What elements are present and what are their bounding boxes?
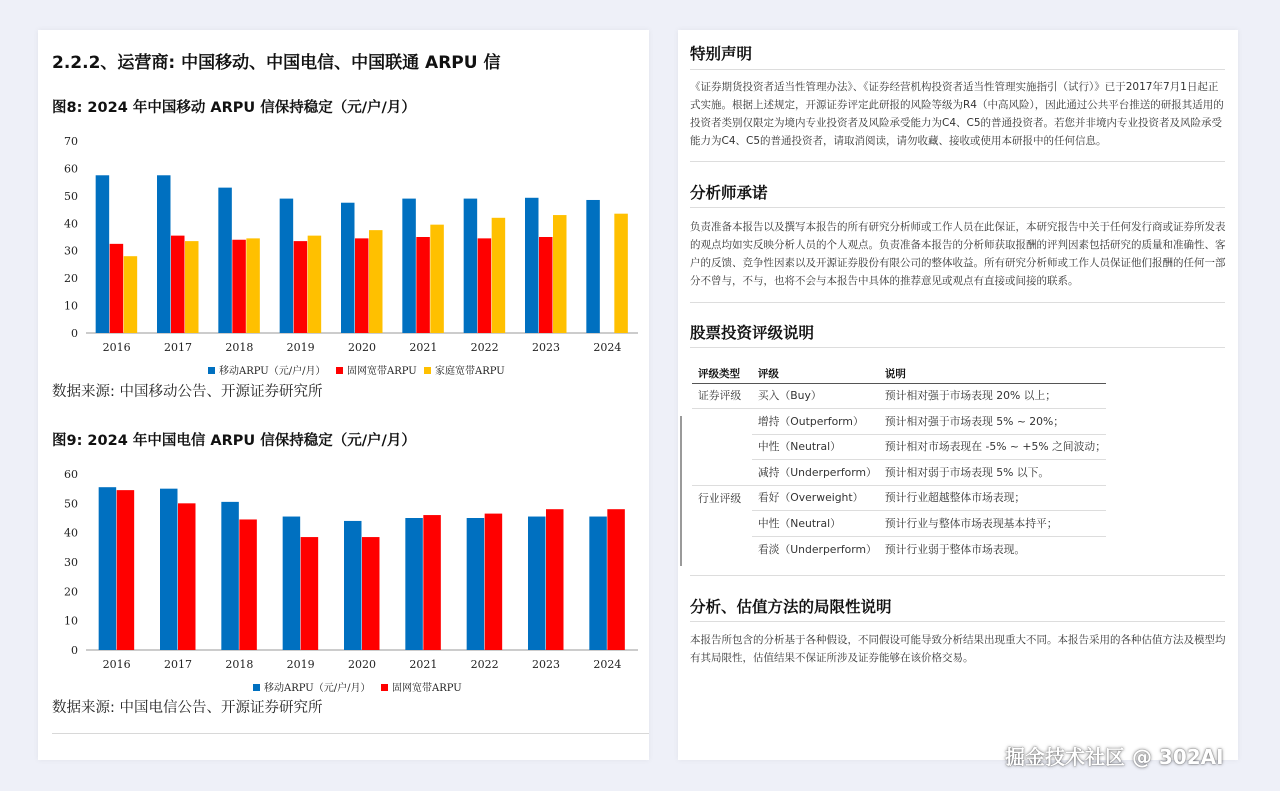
bar xyxy=(525,198,539,333)
table-header-row xyxy=(692,364,1106,383)
analyst-commitment-title: 分析师承诺 xyxy=(690,184,768,202)
table-row xyxy=(692,460,1106,486)
x-tick-label: 2023 xyxy=(532,658,560,671)
x-tick-label: 2024 xyxy=(593,341,622,354)
rating-cell: 买入（Buy） xyxy=(752,383,879,409)
y-tick-label: 60 xyxy=(64,468,78,481)
bar xyxy=(283,517,301,650)
bar xyxy=(355,238,369,333)
divider xyxy=(690,302,1225,303)
bar xyxy=(539,237,553,333)
bar xyxy=(96,175,110,333)
bar xyxy=(117,490,134,650)
description-cell: 预计相对市场表现在 -5% ~ +5% 之间波动； xyxy=(879,434,1106,460)
bar xyxy=(171,236,185,333)
x-tick-label: 2018 xyxy=(225,658,254,671)
bar xyxy=(528,517,546,650)
rating-type-cell: 证券评级 xyxy=(692,383,752,409)
bar xyxy=(467,518,485,650)
bar xyxy=(546,509,564,650)
table-header-cell: 评级类型 xyxy=(692,364,752,383)
x-tick-label: 2024 xyxy=(593,658,622,671)
description-cell: 预计行业与整体市场表现基本持平； xyxy=(879,511,1106,537)
x-tick-label: 2021 xyxy=(409,658,438,671)
divider xyxy=(690,621,1225,622)
rating-cell: 中性（Neutral） xyxy=(752,434,879,460)
special-statement-text: 《证券期货投资者适当性管理办法》、《证券经营机构投资者适当性管理实施指引（试行）》已于2017年7月1日起正式实施。根据上述规定，开源证券评定此研报的风险等级为R4（中高风险），因此通过公共平台推送的研报其适用的投资者类别仅限定为境内专业投资者及风险承受能力为C4、C5的普通投资者。若您并非境内专业投资者及风险承受能力为C4、C5的普通投资者，请取消阅读，请勿收藏、接收或使用本研报中的任何信息。 xyxy=(690,81,1224,147)
x-tick-label: 2023 xyxy=(532,341,560,354)
figure-8-title: 图8: 2024 年中国移动 ARPU 信保持稳定（元/户/月） xyxy=(52,100,416,116)
rating-cell: 看淡（Underperform） xyxy=(757,542,877,556)
rating-table xyxy=(692,364,1106,562)
bar xyxy=(553,215,567,333)
legend-label: 固网宽带ARPU xyxy=(392,683,462,694)
description-cell: 预计行业弱于整体市场表现。 xyxy=(884,542,1026,556)
bar xyxy=(369,230,383,333)
rating-cell: 增持（Outperform） xyxy=(752,409,879,435)
scrollbar-thumb[interactable] xyxy=(680,416,682,566)
bar xyxy=(308,236,322,333)
x-tick-label: 2018 xyxy=(225,341,254,354)
bar xyxy=(614,214,628,333)
description-cell: 预计相对强于市场表现 5% ~ 20%； xyxy=(879,409,1106,435)
y-tick-label: 10 xyxy=(64,614,78,628)
table-header-cell: 说明 xyxy=(879,364,1106,383)
china-telecom-arpu-chart xyxy=(38,460,649,705)
bar xyxy=(232,240,246,333)
y-tick-label: 50 xyxy=(64,497,78,511)
y-tick-label: 30 xyxy=(64,556,78,569)
limitations-text: 本报告所包含的分析基于各种假设，不同假设可能导致分析结果出现重大不同。本报告采用的各种估值方法及模型均有其局限性，估值结果不保证所涉及证券能够在该价格交易。 xyxy=(690,634,1226,664)
x-tick-label: 2016 xyxy=(102,658,131,671)
bar xyxy=(416,237,430,333)
legend-swatch xyxy=(336,367,343,374)
limitations-title: 分析、估值方法的局限性说明 xyxy=(690,598,892,616)
figure-8-source: 数据来源: 中国移动公告、开源证券研究所 xyxy=(52,384,323,400)
x-tick-label: 2019 xyxy=(286,341,315,354)
bar xyxy=(478,238,492,333)
x-tick-label: 2020 xyxy=(348,658,376,671)
bar xyxy=(492,218,506,333)
report-page-right xyxy=(678,30,1238,760)
figure-9-source: 数据来源: 中国电信公告、开源证券研究所 xyxy=(52,700,323,716)
bar xyxy=(362,537,380,650)
rating-cell: 减持（Underperform） xyxy=(752,460,879,486)
table-row xyxy=(692,434,1106,460)
legend-label: 移动ARPU（元/户/月） xyxy=(219,366,326,377)
bar xyxy=(218,188,232,333)
x-tick-label: 2020 xyxy=(348,341,376,354)
description-cell: 预计相对强于市场表现 20% 以上； xyxy=(879,383,1106,409)
legend-swatch xyxy=(253,684,260,691)
x-tick-label: 2016 xyxy=(102,341,131,354)
x-tick-label: 2022 xyxy=(470,658,499,671)
y-tick-label: 20 xyxy=(64,272,78,286)
divider xyxy=(690,69,1225,70)
page-bottom-divider xyxy=(52,733,649,734)
bar xyxy=(589,517,607,650)
bar xyxy=(402,199,416,333)
y-tick-label: 50 xyxy=(64,189,78,203)
figure-9-title: 图9: 2024 年中国电信 ARPU 信保持稳定（元/户/月） xyxy=(52,433,416,449)
rating-type-cell xyxy=(692,460,752,486)
bar xyxy=(485,514,503,650)
bar xyxy=(341,203,355,333)
legend-swatch xyxy=(424,367,431,374)
bar xyxy=(160,489,178,650)
report-page-left xyxy=(38,30,649,760)
x-tick-label: 2021 xyxy=(409,341,438,354)
bar xyxy=(430,225,444,333)
bar xyxy=(423,515,441,650)
y-tick-label: 70 xyxy=(64,135,78,148)
legend-label: 移动ARPU（元/户/月） xyxy=(264,683,371,694)
rating-type-cell xyxy=(692,536,752,562)
bar xyxy=(157,175,171,333)
divider xyxy=(690,161,1225,162)
bar xyxy=(301,537,319,650)
x-tick-label: 2022 xyxy=(470,341,499,354)
y-tick-label: 60 xyxy=(64,162,78,176)
bar xyxy=(124,256,137,333)
bar xyxy=(110,244,124,333)
bar xyxy=(239,519,256,650)
bar xyxy=(221,502,239,650)
bar xyxy=(464,199,478,333)
y-tick-label: 0 xyxy=(71,327,78,340)
rating-cell: 看好（Overweight） xyxy=(752,485,879,511)
rating-type-cell: 行业评级 xyxy=(698,491,742,505)
bar xyxy=(178,503,196,650)
y-tick-label: 40 xyxy=(64,526,78,540)
table-row xyxy=(692,485,1106,511)
rating-cell: 中性（Neutral） xyxy=(752,511,879,537)
table-row xyxy=(692,536,1106,562)
table-row xyxy=(692,409,1106,435)
divider xyxy=(690,575,1225,576)
special-statement-title: 特别声明 xyxy=(690,45,753,63)
analyst-commitment-text: 负责准备本报告以及撰写本报告的所有研究分析师或工作人员在此保证，本研究报告中关于任何发行商或证券所发表的观点均如实反映分析人员的个人观点。负责准备本报告的分析师获取报酬的评判因素包括研究的质量和准确性、客户的反馈、竞争性因素以及开源证券股份有限公司的整体收益。所有研究分析师或工作人员保证他们报酬的任何一部分不曾与，不与，也将不会与本报告中具体的推荐意见或观点有直接或间接的联系。 xyxy=(690,221,1226,287)
bar xyxy=(586,200,600,333)
bar xyxy=(344,521,362,650)
bar xyxy=(280,199,294,333)
description-cell: 预计相对弱于市场表现 5% 以下。 xyxy=(879,460,1106,486)
bar xyxy=(185,241,199,333)
rating-type-cell xyxy=(692,434,752,460)
table-row xyxy=(692,511,1106,537)
description-cell: 预计行业超越整体市场表现； xyxy=(879,485,1106,511)
table-header-cell: 评级 xyxy=(752,364,879,383)
bar xyxy=(405,518,423,650)
x-tick-label: 2017 xyxy=(164,341,192,354)
section-title: 2.2.2、运营商: 中国移动、中国电信、中国联通 ARPU 信 xyxy=(52,53,501,73)
x-tick-label: 2017 xyxy=(164,658,192,671)
divider xyxy=(690,207,1225,208)
y-tick-label: 20 xyxy=(64,585,78,599)
legend-label: 家庭宽带ARPU xyxy=(435,366,505,377)
legend-swatch xyxy=(208,367,215,374)
y-tick-label: 40 xyxy=(64,217,78,231)
legend-swatch xyxy=(381,684,388,691)
china-mobile-arpu-chart xyxy=(38,126,649,388)
legend-label: 固网宽带ARPU xyxy=(347,366,417,377)
x-tick-label: 2019 xyxy=(286,658,315,671)
bar xyxy=(294,241,308,333)
bar xyxy=(607,509,625,650)
y-tick-label: 30 xyxy=(64,244,78,258)
rating-type-cell xyxy=(692,409,752,435)
y-tick-label: 0 xyxy=(71,644,78,657)
y-tick-label: 10 xyxy=(64,299,78,313)
rating-description-title: 股票投资评级说明 xyxy=(690,324,815,342)
watermark: 掘金技术社区 @ 302AI xyxy=(1005,745,1224,769)
rating-type-cell xyxy=(692,511,752,537)
bar xyxy=(99,487,117,650)
bar xyxy=(246,238,259,333)
table-row xyxy=(692,383,1106,409)
divider xyxy=(690,347,1225,348)
